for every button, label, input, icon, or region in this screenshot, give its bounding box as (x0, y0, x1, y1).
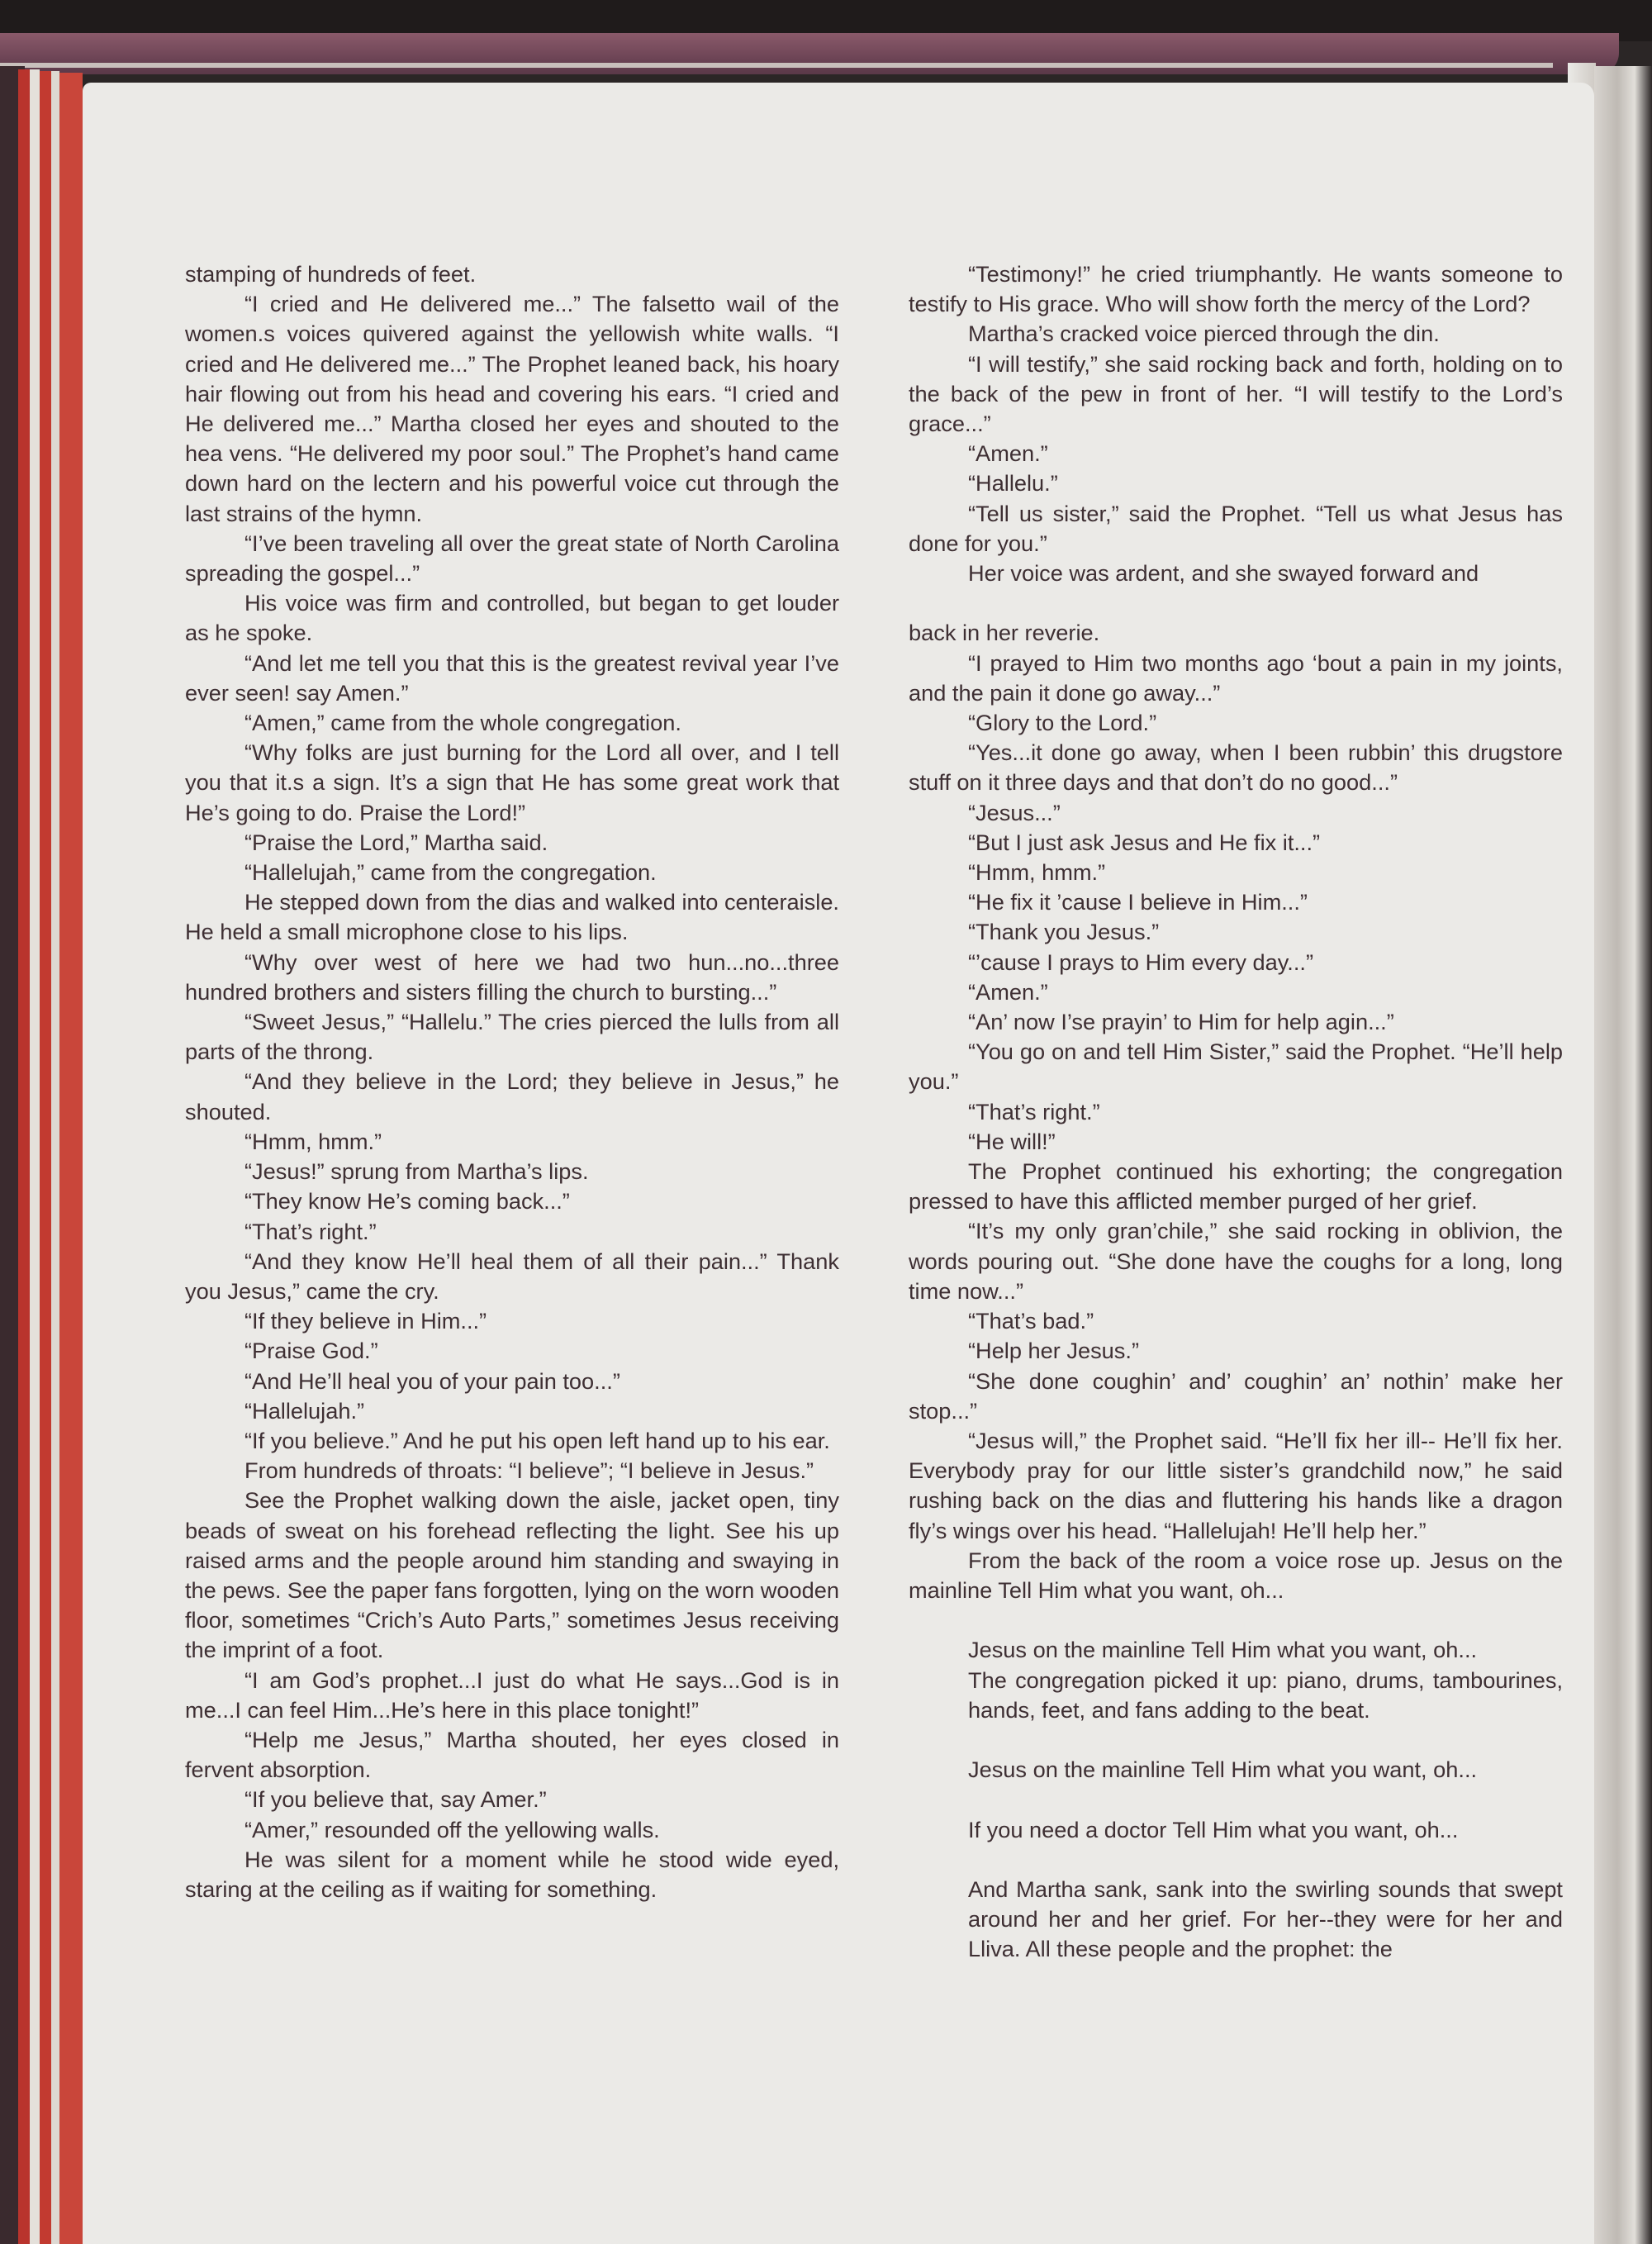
paragraph: “Testimony!” he cried triumphantly. He wants someone to testify to His grace. Who will show forth the mercy of the Lord? (909, 261, 1563, 317)
book-binding-top (0, 33, 1619, 74)
right-text-column (909, 259, 1563, 1965)
left-text-column (185, 259, 839, 1904)
paragraph: “Praise the Lord,” Martha said. (244, 829, 548, 855)
paragraph: back in her reverie. (909, 620, 1100, 646)
paragraph: “And they know He’ll heal them of all their pain...” Thank you Jesus,” came the cry. (185, 1248, 839, 1304)
paragraph: Martha’s cracked voice pierced through the din. (968, 321, 1440, 347)
paragraph: “Jesus...” (968, 799, 1061, 825)
paragraph: “I am God’s prophet...I just do what He says...God is in me...I can feel Him...He’s here in this place tonight!” (185, 1666, 839, 1723)
paragraph: stamping of hundreds of feet. (185, 261, 477, 287)
paragraph: “’cause I prays to Him every day...” (968, 948, 1314, 975)
paragraph: “Hmm, hmm.” (244, 1128, 382, 1154)
paragraph: “Amen.” (968, 440, 1048, 467)
paragraph: “Why over west of here we had two hun...no...three hundred brothers and sisters filling the church to bursting...” (185, 948, 839, 1005)
paragraph: Her voice was ardent, and she swayed forward and (968, 560, 1479, 587)
paragraph: “Why folks are just burning for the Lord all over, and I tell you that it.s a sign. It’s a sign that He has some great work that He’s going to do. Praise the Lord!” (185, 739, 839, 825)
paragraph: The Prophet continued his exhorting; the congregation pressed to have this afflicted member purged of her grief. (909, 1158, 1563, 1215)
paragraph: See the Prophet walking down the aisle, jacket open, tiny beads of sweat on his forehead reflecting the light. See his up raised arms and the people around him standing and swaying in the pews. See the paper fans forgotten, lying on the worn wooden floor, sometimes “Crich’s Auto Parts,” sometimes Jesus receiving the imprint of a foot. (185, 1487, 839, 1663)
paragraph: “Thank you Jesus.” (968, 919, 1160, 945)
paragraph: “Hallelu.” (968, 470, 1058, 497)
paragraph: “You go on and tell Him Sister,” said the Prophet. “He’ll help you.” (909, 1039, 1563, 1095)
page-edge-red (40, 71, 51, 2244)
paragraph: “It’s my only gran’chile,” she said rocking in oblivion, the words pouring out. “She done have the coughs for a long, long time now...” (909, 1218, 1563, 1304)
paragraph: “Hallelujah,” came from the congregation. (244, 859, 657, 886)
song-lyric: Jesus on the mainline Tell Him what you want, oh... (968, 1757, 1478, 1783)
paragraph: “If you believe.” And he put his open left hand up to his ear. (244, 1427, 830, 1453)
paragraph: “Hallelujah.” (244, 1397, 365, 1424)
paragraph: “Amen,” came from the whole congregation. (244, 710, 681, 736)
paragraph: “If they believe in Him...” (244, 1308, 487, 1334)
page-edge-red (18, 69, 30, 2244)
song-lyric: If you need a doctor Tell Him what you want, oh... (968, 1816, 1459, 1842)
paragraph: “But I just ask Jesus and He fix it...” (968, 829, 1321, 855)
paragraph: “Help me Jesus,” Martha shouted, her eyes closed in fervent absorption. (185, 1726, 839, 1783)
page-edge-white (30, 69, 40, 2244)
facing-page-edge (1594, 66, 1652, 2244)
page-edge-red (59, 73, 83, 2244)
paragraph: “Sweet Jesus,” “Hallelu.” The cries pierced the lulls from all parts of the throng. (185, 1009, 839, 1065)
paragraph: “I will testify,” she said rocking back and forth, holding on to the back of the pew in front of her. “I will testify to the Lord’s grace...” (909, 350, 1563, 437)
binding-edge-line (0, 63, 1553, 68)
paragraph: From the back of the room a voice rose up. Jesus on the mainline Tell Him what you want, oh... (909, 1547, 1563, 1603)
song-lyric: Jesus on the mainline Tell Him what you want, oh... (968, 1637, 1478, 1663)
paragraph: “Amer,” resounded off the yellowing walls. (244, 1816, 660, 1842)
paragraph: “Hmm, hmm.” (968, 859, 1106, 886)
paragraph: “Jesus will,” the Prophet said. “He’ll fix her ill-- He’ll fix her. Everybody pray for our little sister’s grandchild now,” he said rushing back on the dias and fluttering his hands like a dragon fly’s wings over his head. “Hallelujah! He’ll help her.” (909, 1427, 1563, 1543)
paragraph: And Martha sank, sank into the swirling sounds that swept around her and her grief. For her--they were for her and Lliva. All these people and the prophet: the (968, 1876, 1563, 1962)
paragraph: “He fix it ’cause I believe in Him...” (968, 889, 1308, 915)
paragraph: “If you believe that, say Amer.” (244, 1786, 547, 1813)
paragraph: “And they believe in the Lord; they believe in Jesus,” he shouted. (185, 1068, 839, 1124)
paragraph: The congregation picked it up: piano, drums, tambourines, hands, feet, and fans adding to the beat. (968, 1666, 1563, 1723)
paragraph: “He will!” (968, 1128, 1056, 1154)
paragraph: “She done coughin’ and’ coughin’ an’ nothin’ make her stop...” (909, 1367, 1563, 1424)
paragraph: “Yes...it done go away, when I been rubbin’ this drugstore stuff on it three days and that don’t do no good...” (909, 739, 1563, 796)
paragraph: From hundreds of throats: “I believe”; “I believe in Jesus.” (244, 1457, 814, 1484)
paragraph: “I prayed to Him two months ago ‘bout a pain in my joints, and the pain it done go away...” (909, 649, 1563, 706)
paragraph: His voice was firm and controlled, but began to get louder as he spoke. (185, 590, 839, 646)
paragraph: “And He’ll heal you of your pain too...” (244, 1367, 620, 1394)
paragraph: “An’ now I’se prayin’ to Him for help agin...” (968, 1009, 1394, 1035)
paragraph: “Jesus!” sprung from Martha’s lips. (244, 1158, 589, 1185)
paragraph: “Tell us sister,” said the Prophet. “Tell us what Jesus has done for you.” (909, 500, 1563, 556)
paragraph: “Glory to the Lord.” (968, 710, 1157, 736)
paragraph: “Help her Jesus.” (968, 1338, 1139, 1364)
paragraph: “Praise God.” (244, 1338, 378, 1364)
paragraph: “I cried and He delivered me...” The falsetto wail of the women.s voices quivered against the yellowish white walls. “I cried and He delivered me...” The Prophet leaned back, his hoary hair flowing out from his head and covering his ears. “I cried and He delivered me...” Martha closed her eyes and shouted to the hea vens. “He delivered my poor soul.” The Prophet’s hand came down hard on the lectern and his powerful voice cut through the last strains of the hymn. (185, 291, 839, 526)
paragraph: He stepped down from the dias and walked into centeraisle. He held a small microphone close to his lips. (185, 889, 839, 945)
page-edge-white (51, 71, 59, 2244)
paragraph: “Amen.” (968, 978, 1048, 1005)
paragraph: “They know He’s coming back...” (244, 1188, 570, 1215)
paragraph: He was silent for a moment while he stood wide eyed, staring at the ceiling as if waiting for something. (185, 1846, 839, 1902)
paragraph: “That’s right.” (968, 1098, 1100, 1124)
paragraph: “I’ve been traveling all over the great state of North Carolina spreading the gospel...” (185, 530, 839, 587)
paragraph: “And let me tell you that this is the greatest revival year I’ve ever seen! say Amen.” (185, 649, 839, 706)
paragraph: “That’s right.” (244, 1218, 377, 1244)
paragraph: “That’s bad.” (968, 1308, 1094, 1334)
